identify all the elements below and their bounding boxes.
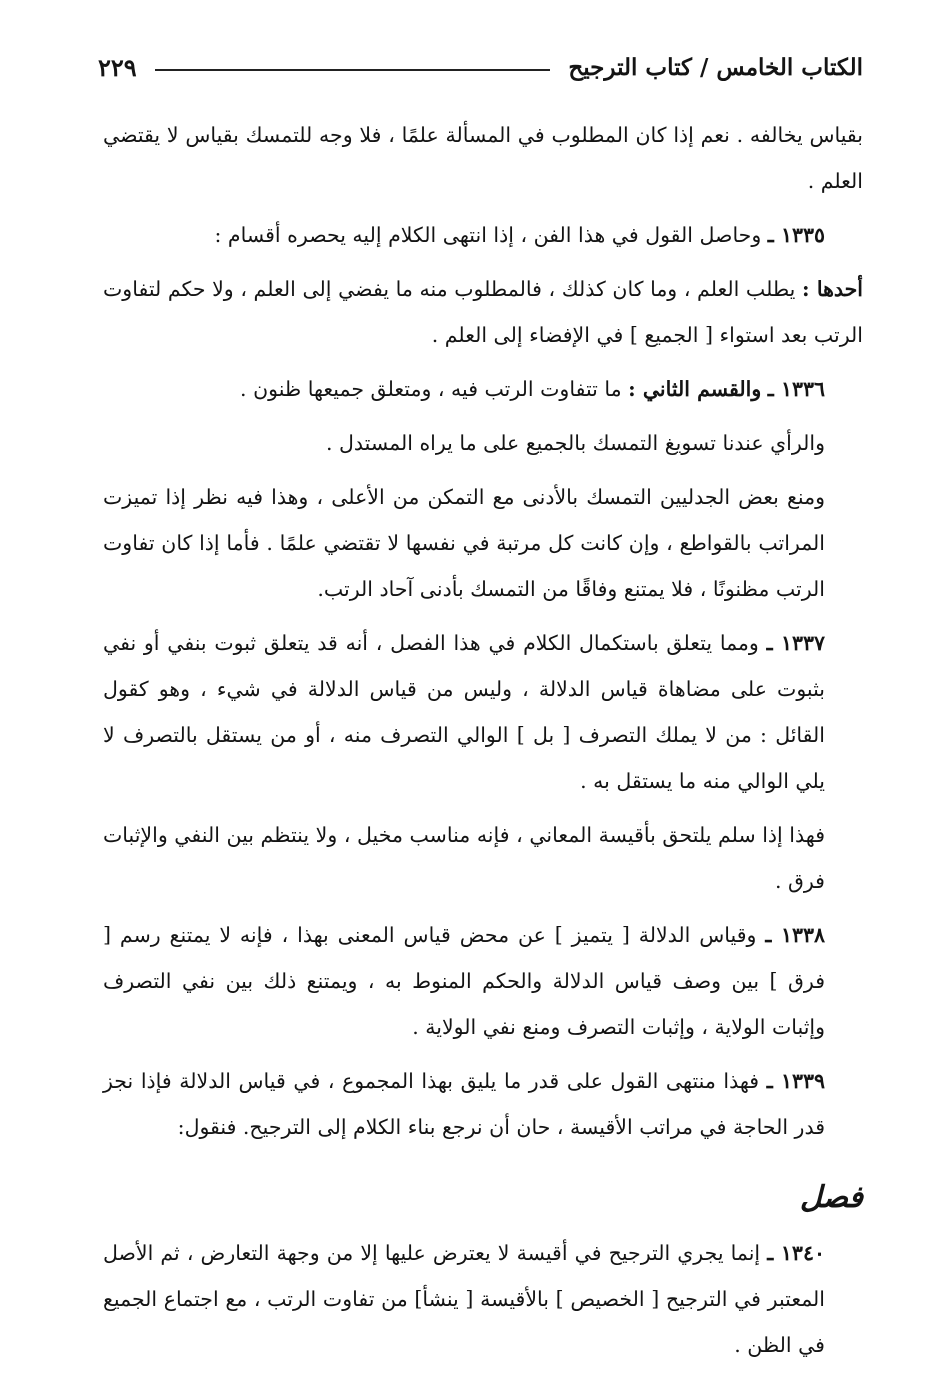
- paragraph: [103, 420, 863, 466]
- paragraph-text: بقياس يخالفه . نعم إذا كان المطلوب في المسألة علمًا ، فلا وجه للتمسك بقياس لا يقتضي العلم .: [103, 123, 863, 193]
- paragraph-lead: أحدها :: [802, 277, 864, 301]
- main-text: [103, 112, 863, 1376]
- paragraph: [103, 1230, 863, 1368]
- paragraph: [103, 620, 863, 804]
- page-number: ٢٢٩: [98, 52, 137, 82]
- paragraph-number: ١٣٤٠ ـ: [767, 1241, 825, 1265]
- paragraph-text: ما تتفاوت الرتب فيه ، ومتعلق جميعها ظنون .: [240, 377, 622, 401]
- header-rule: [155, 69, 551, 71]
- paragraph-text: يطلب العلم ، وما كان كذلك ، فالمطلوب منه ما يفضي إلى العلم ، ولا حكم لتفاوت الرتب بعد استواء [ الجميع ] في الإفضاء إلى العلم .: [103, 277, 863, 347]
- paragraph: [103, 474, 863, 612]
- paragraph: [103, 1058, 863, 1150]
- paragraph-text: ومنع بعض الجدليين التمسك بالأدنى مع التمكن من الأعلى ، وهذا فيه نظر إذا تميزت المراتب بالقواطع ، وإن كانت كل مرتبة في نفسها لا تقتضي علمًا . فأما إذا كان تفاوت الرتب مظنونًا ، فلا يمتنع وفاقًا من التمسك بأدنى آحاد الرتب.: [103, 485, 825, 601]
- paragraph-text: وقياس الدلالة [ يتميز ] عن محض قياس المعنى بهذا ، فإنه لا يمتنع رسم [ فرق ] بين وصف قياس الدلالة والحكم المنوط به ، ويمتنع ذلك بين نفي التصرف وإثبات الولاية ، وإثبات التصرف ومنع نفي الولاية .: [103, 923, 825, 1039]
- paragraph-number: ١٣٣٧ ـ: [766, 631, 825, 655]
- section-heading: فصل: [799, 1180, 863, 1215]
- paragraph: [103, 212, 863, 258]
- paragraph-lead: والقسم الثاني :: [628, 377, 762, 401]
- paragraph-number: ١٣٣٨ ـ: [765, 923, 825, 947]
- paragraph-text: وحاصل القول في هذا الفن ، إذا انتهى الكلام إليه يحصره أقسام :: [214, 223, 762, 247]
- paragraph-text: فهذا منتهى القول على قدر ما يليق بهذا المجموع ، في قياس الدلالة فإذا نجز قدر الحاجة في مراتب الأقيسة ، حان أن نرجع بناء الكلام إلى الترجيح. فنقول:: [103, 1069, 825, 1139]
- paragraph-text: فهذا إذا سلم يلتحق بأقيسة المعاني ، فإنه مناسب مخيل ، ولا ينتظم بين النفي والإثبات فرق .: [103, 823, 825, 893]
- paragraph: [103, 366, 863, 412]
- paragraph: [103, 266, 863, 358]
- paragraph: [103, 112, 863, 204]
- paragraph-text: ومما يتعلق باستكمال الكلام في هذا الفصل ، أنه قد يتعلق ثبوت بنفي أو نفي بثبوت على مضاهاة قياس الدلالة ، وليس من قياس الدلالة في شيء ، وهو كقول القائل : من لا يملك التصرف [ بل ] الوالي التصرف منه ، أو من يستقل بالتصرف لا يلي الوالي منه ما يستقل به .: [103, 631, 825, 793]
- paragraph-text: إنما يجري الترجيح في أقيسة لا يعترض عليها إلا من وجهة التعارض ، ثم الأصل المعتبر في الترجيح [ الخصيص ] بالأقيسة [ ينشأ] من تفاوت الرتب ، مع اجتماع الجميع في الظن .: [103, 1241, 825, 1357]
- paragraph-number: ١٣٣٥ ـ: [767, 223, 825, 247]
- paragraph-number: ١٣٣٩ ـ: [766, 1069, 825, 1093]
- paragraph: [103, 812, 863, 904]
- running-title: الكتاب الخامس / كتاب الترجيح: [568, 53, 863, 81]
- paragraph: [103, 912, 863, 1050]
- running-header: [98, 42, 863, 92]
- paragraph-number: ١٣٣٦ ـ: [767, 377, 825, 401]
- paragraph-text: والرأي عندنا تسويغ التمسك بالجميع على ما يراه المستدل .: [325, 431, 825, 455]
